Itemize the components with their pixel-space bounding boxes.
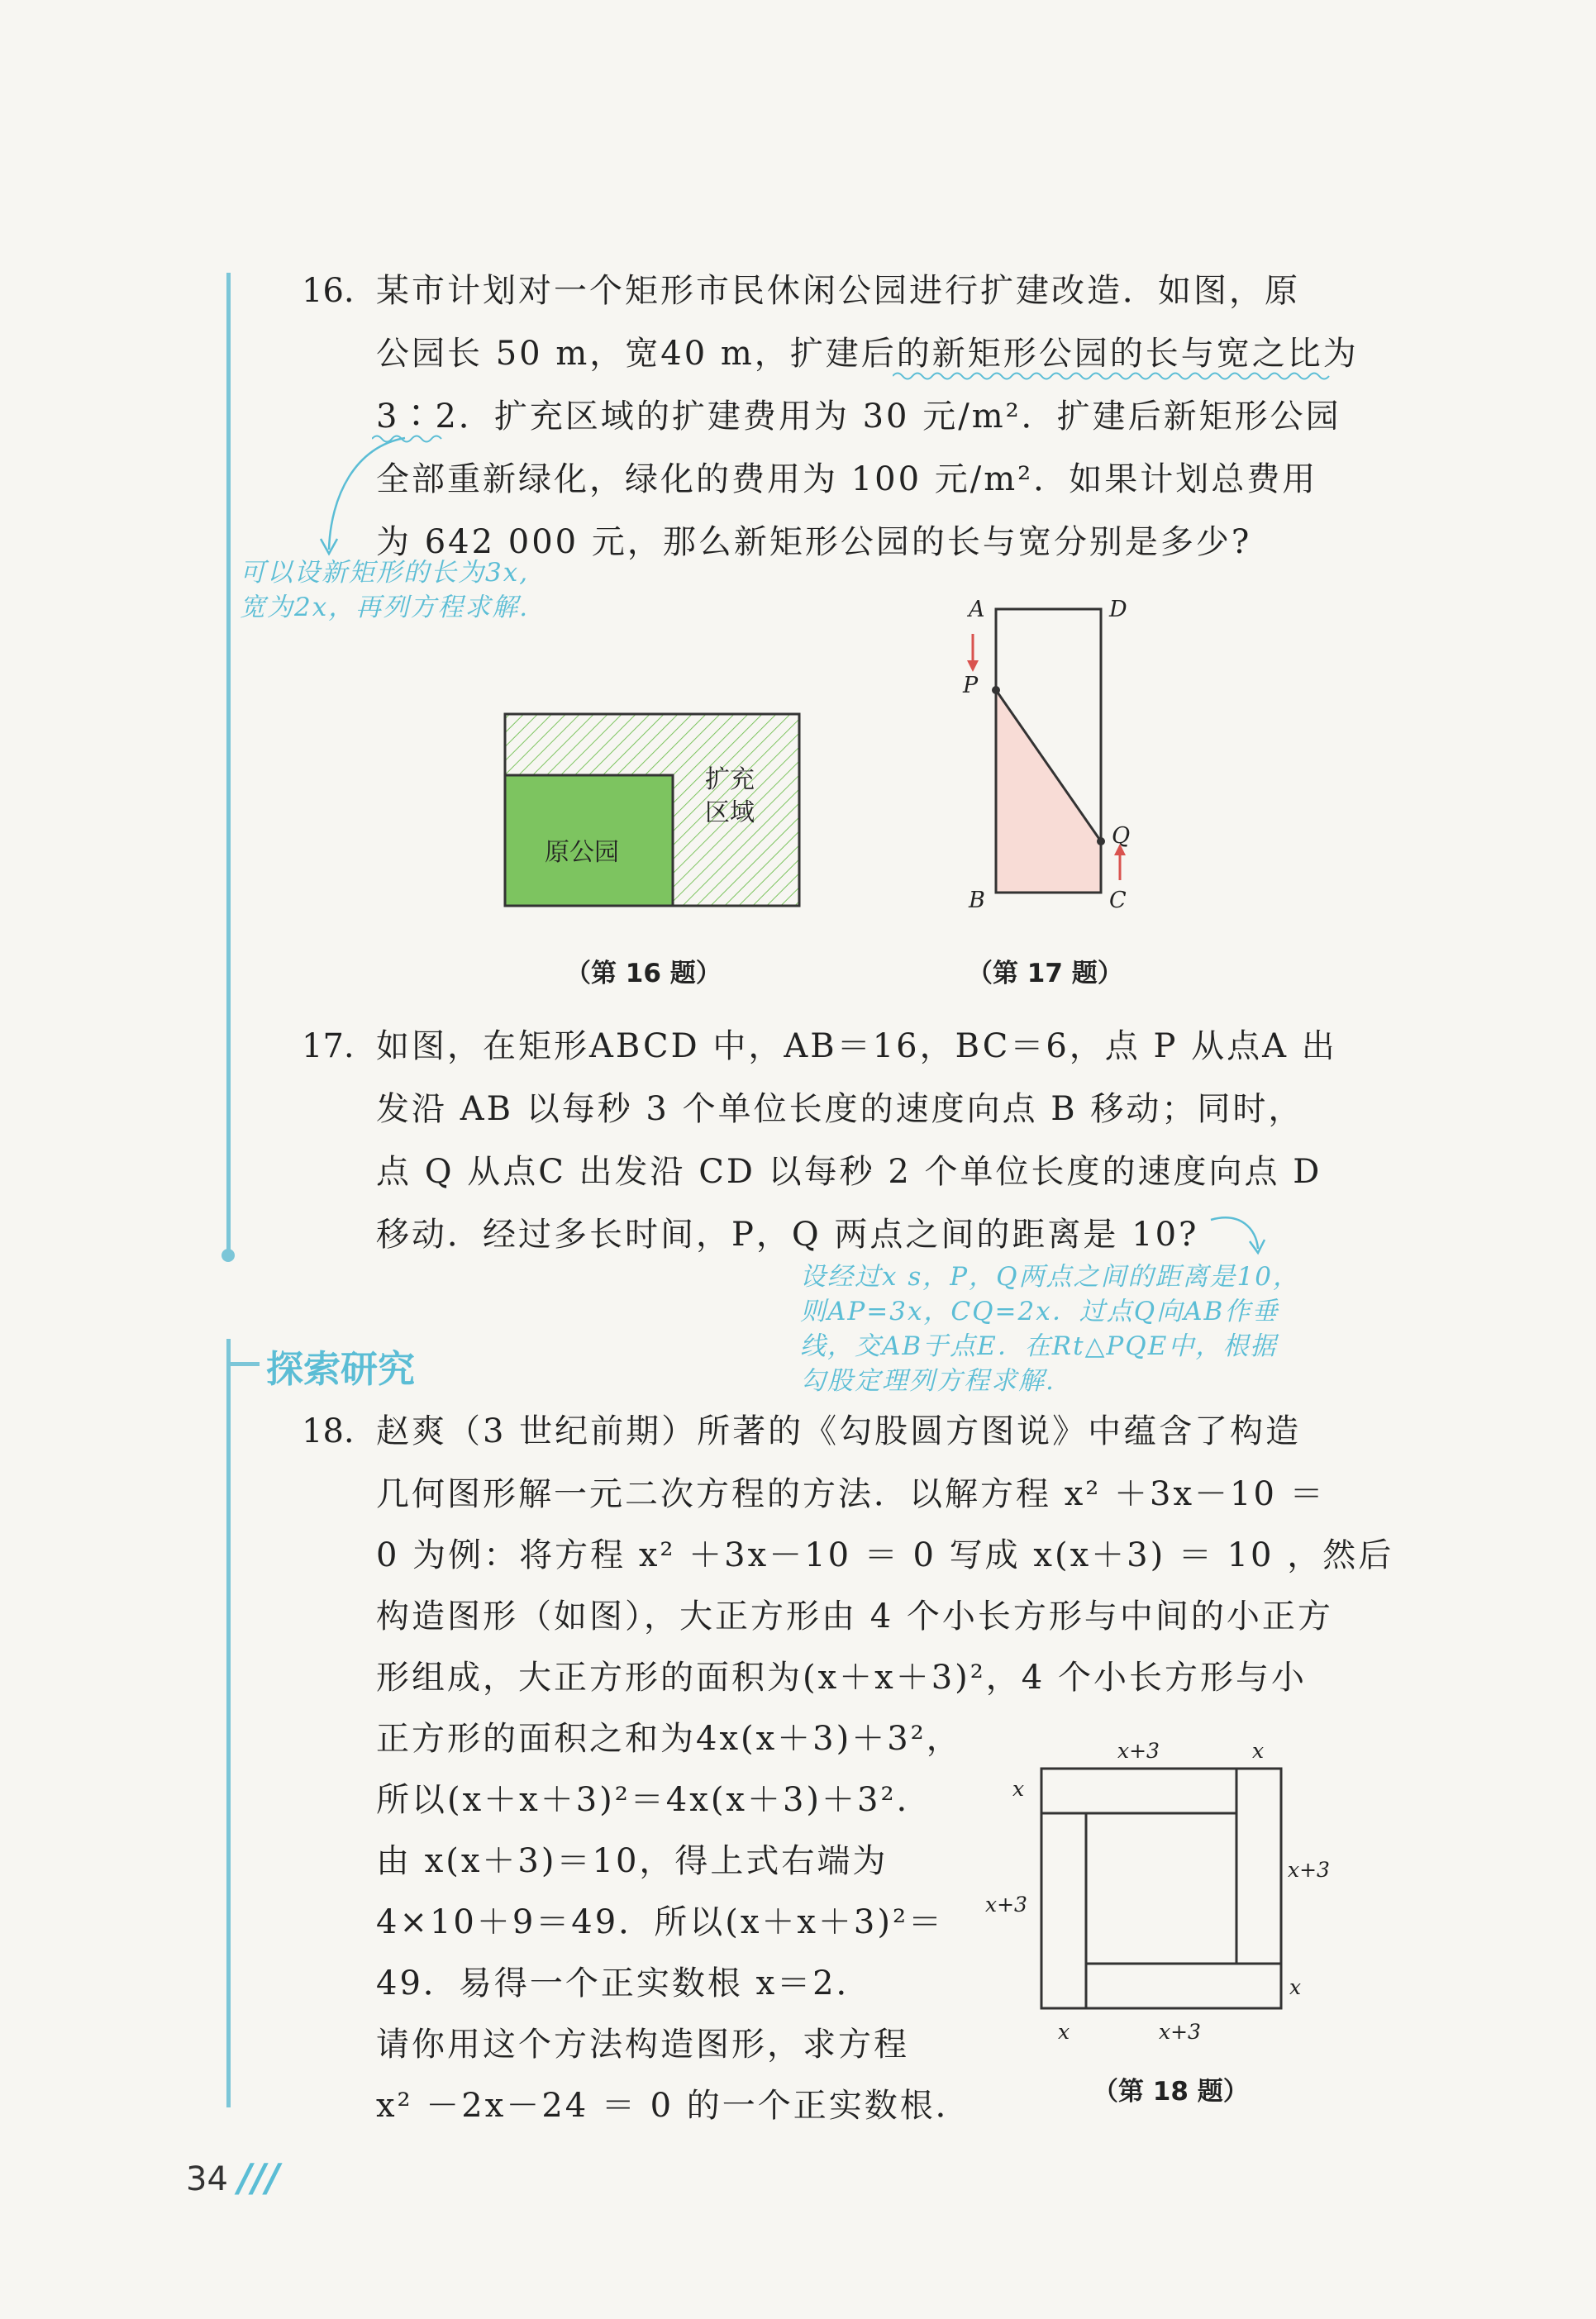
figure-16-park-diagram xyxy=(500,709,806,912)
problem-18-line: 49．易得一个正实数根 x＝2． xyxy=(376,1964,872,2002)
label-C: C xyxy=(1109,888,1127,913)
problem-17-number: 17. xyxy=(302,1027,355,1065)
margin-accent-line-lower xyxy=(226,1339,231,2107)
annotation-arrow-16 xyxy=(306,430,422,562)
problem-16-line: 3∶2．扩充区域的扩建费用为 30 元/m²．扩建后新矩形公园 xyxy=(376,398,1341,436)
fig18-label: x xyxy=(1252,1739,1265,1763)
figure-17-rectangle-diagram xyxy=(950,599,1149,913)
label-B: B xyxy=(969,888,985,913)
problem-17-line: 如图，在矩形ABCD 中，AB＝16，BC＝6，点 P 从点A 出 xyxy=(376,1027,1337,1065)
problem-17-line: 发沿 AB 以每秒 3 个单位长度的速度向点 B 移动；同时， xyxy=(376,1090,1304,1128)
label-D: D xyxy=(1109,597,1127,622)
annotation-arrow-17 xyxy=(1207,1212,1273,1261)
figure-18-square-diagram xyxy=(1037,1764,1285,2012)
figure-16-caption: （第 16 题） xyxy=(565,959,722,988)
problem-18-line: 赵爽（3 世纪前期）所著的《勾股圆方图说》中蕴含了构造 xyxy=(376,1412,1302,1450)
problem-18-line: 形组成，大正方形的面积为(x＋x＋3)²，4 个小长方形与小 xyxy=(376,1659,1307,1697)
figure-17-caption: （第 17 题） xyxy=(967,959,1123,988)
problem-17-line: 移动．经过多长时间，P，Q 两点之间的距离是 10? xyxy=(376,1216,1199,1254)
problem-17-hint: 则AP=3x，CQ=2x．过点Q向AB作垂 xyxy=(800,1297,1279,1326)
margin-accent-line xyxy=(226,273,231,1256)
problem-18-line: 请你用这个方法构造图形，求方程 xyxy=(376,2026,909,2064)
problem-17-hint: 线，交AB于点E．在Rt△PQE中，根据 xyxy=(800,1331,1278,1361)
margin-accent-dot xyxy=(222,1249,235,1262)
wavy-underline xyxy=(893,370,1339,382)
problem-18-line: 构造图形（如图），大正方形由 4 个小长方形与中间的小正方 xyxy=(376,1598,1333,1636)
problem-17-line: 点 Q 从点C 出发沿 CD 以每秒 2 个单位长度的速度向点 D xyxy=(376,1153,1322,1191)
label-P: P xyxy=(963,673,979,698)
problem-16-number: 16. xyxy=(302,272,355,310)
fig18-label: x xyxy=(1058,2020,1070,2044)
fig18-label: x+3 xyxy=(1159,2020,1201,2044)
page-decoration: /// xyxy=(238,2155,280,2200)
problem-16-line: 全部重新绿化，绿化的费用为 100 元/m²．如果计划总费用 xyxy=(376,460,1318,498)
section-connector xyxy=(226,1362,260,1366)
problem-16-line: 为 642 000 元，那么新矩形公园的长与宽分别是多少? xyxy=(376,523,1252,561)
shaded-region xyxy=(996,690,1101,893)
expansion-label: 区域 xyxy=(705,798,755,827)
problem-18-line: 正方形的面积之和为4x(x＋3)＋3²， xyxy=(376,1720,962,1758)
problem-16-line: 某市计划对一个矩形市民休闲公园进行扩建改造．如图，原 xyxy=(376,272,1300,310)
problem-17-hint: 勾股定理列方程求解. xyxy=(800,1366,1055,1396)
problem-18-line: 几何图形解一元二次方程的方法．以解方程 x² ＋3x－10 ＝ xyxy=(376,1475,1326,1513)
problem-16-hint: 可以设新矩形的长为3x, xyxy=(240,558,530,588)
fig18-label: x+3 xyxy=(1117,1739,1160,1763)
fig18-label: x xyxy=(1012,1777,1025,1801)
label-Q: Q xyxy=(1112,823,1131,849)
problem-18-line: x² －2x－24 ＝ 0 的一个正实数根． xyxy=(376,2087,971,2125)
fig18-label: x+3 xyxy=(985,1893,1027,1917)
problem-18-line: 0 为例：将方程 x² ＋3x－10 ＝ 0 写成 x(x＋3) ＝ 10 ，然后 xyxy=(376,1536,1394,1574)
original-park-label: 原公园 xyxy=(545,838,619,867)
expansion-label: 扩充 xyxy=(705,765,755,794)
fig18-label: x xyxy=(1289,1975,1302,1999)
problem-18-line: 4×10＋9＝49．所以(x＋x＋3)²＝ xyxy=(376,1903,945,1941)
problem-16-hint: 宽为2x，再列方程求解. xyxy=(240,593,530,622)
page-number: 34 xyxy=(186,2160,228,2198)
problem-18-number: 18. xyxy=(302,1412,355,1450)
figure-18-caption: （第 18 题） xyxy=(1093,2077,1249,2107)
problem-18-line: 由 x(x＋3)＝10，得上式右端为 xyxy=(376,1842,889,1880)
problem-17-hint: 设经过x s，P，Q两点之间的距离是10， xyxy=(800,1262,1300,1292)
fig18-label: x+3 xyxy=(1288,1858,1330,1882)
problem-16-line: 公园长 50 m，宽40 m，扩建后的新矩形公园的长与宽之比为 xyxy=(376,335,1359,373)
section-title: 探索研究 xyxy=(266,1347,416,1391)
label-A: A xyxy=(969,597,985,622)
problem-18-line: 所以(x＋x＋3)²＝4x(x＋3)＋3². xyxy=(376,1781,910,1819)
